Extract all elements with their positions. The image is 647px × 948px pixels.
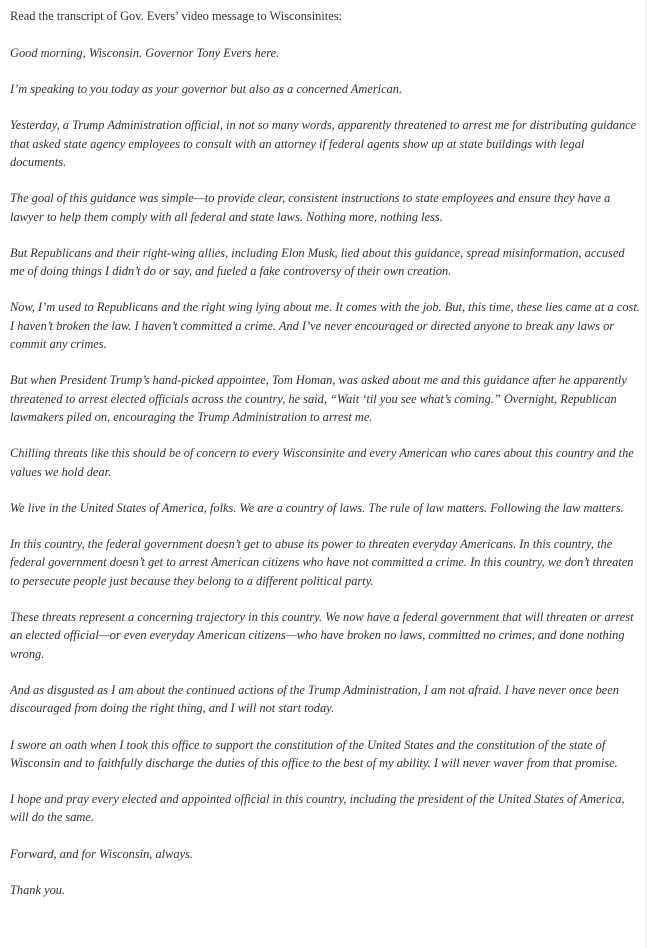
transcript-paragraph-hope: I hope and pray every elected and appointed official in this country, including the president of the United States of America, will do the same. (10, 792, 625, 825)
transcript-paragraph-forward: Forward, and for Wisconsin, always. (10, 846, 194, 861)
transcript-paragraph-used-to: Now, I’m used to Republicans and the right wing lying about me. It comes with the job. But, this time, these lies came at a cost. I haven’t broken the law. I haven’t committed a crime. And I’ve never encouraged or directed anyone to break any laws or commit any crimes. (10, 300, 640, 352)
transcript-paragraph-greeting: Good morning, Wisconsin. Governor Tony Evers here. (10, 45, 280, 60)
transcript-paragraph-chilling: Chilling threats like this should be of concern to every Wisconsinite and every American who cares about this country and the values we hold dear. (10, 446, 634, 479)
transcript-paragraph-homan: But when President Trump’s hand-picked appointee, Tom Homan, was asked about me and this guidance after he apparently threatened to arrest elected officials across the country, he said, “Wait ‘til you see what’s coming.” Overnight, Republican lawmakers piled on, encouraging the Trump Administration to arrest me. (10, 373, 627, 424)
transcript-paragraph-goal: The goal of this guidance was simple—to provide clear, consistent instructions to state employees and ensure they have a lawyer to help them comply with all federal and state laws. Nothing more, nothing less. (10, 191, 611, 224)
transcript-paragraph-yesterday: Yesterday, a Trump Administration official, in not so many words, apparently threatened to arrest me for distributing guidance that asked state agency employees to consult with an attorney if federal agents show up at state buildings with legal documents. (10, 118, 637, 169)
intro-text: Read the transcript of Gov. Evers’ video message to Wisconsinites: (10, 9, 343, 23)
transcript-paragraph-speaking: I’m speaking to you today as your governor but also as a concerned American. (10, 82, 403, 97)
transcript-paragraph-this-country: In this country, the federal government doesn’t get to abuse its power to threaten everyday Americans. In this country, the federal government doesn’t get to arrest American citizens who have not committed a crime. In this country, we don’t threaten to persecute people just because they belong to a different political party. (10, 537, 634, 588)
transcript-paragraph-thank-you: Thank you. (10, 883, 66, 897)
transcript-paragraph-trajectory: These threats represent a concerning trajectory in this country. We now have a federal government that will threaten or arrest an elected official—or even everyday American citizens—who have broken no laws, committed no crimes, and done nothing wrong. (10, 610, 634, 661)
transcript-paragraph-oath: I swore an oath when I took this office to support the constitution of the United States and the constitution of the state of Wisconsin and to faithfully discharge the duties of this office to the best of my ability. I will never waver from that promise. (10, 737, 618, 770)
transcript-paragraph-not-afraid: And as disgusted as I am about the continued actions of the Trump Administration, I am not afraid. I have never once been discouraged from doing the right thing, and I will not start today. (10, 682, 619, 716)
transcript-paragraph-republicans: But Republicans and their right-wing allies, including Elon Musk, lied about this guidance, spread misinformation, accused me of doing things I didn’t do or say, and fueled a fake controversy of their own creation. (10, 245, 625, 279)
transcript-paragraph-rule-of-law: We live in the United States of America, folks. We are a country of laws. The rule of law matters. Following the law matters. (10, 500, 624, 515)
